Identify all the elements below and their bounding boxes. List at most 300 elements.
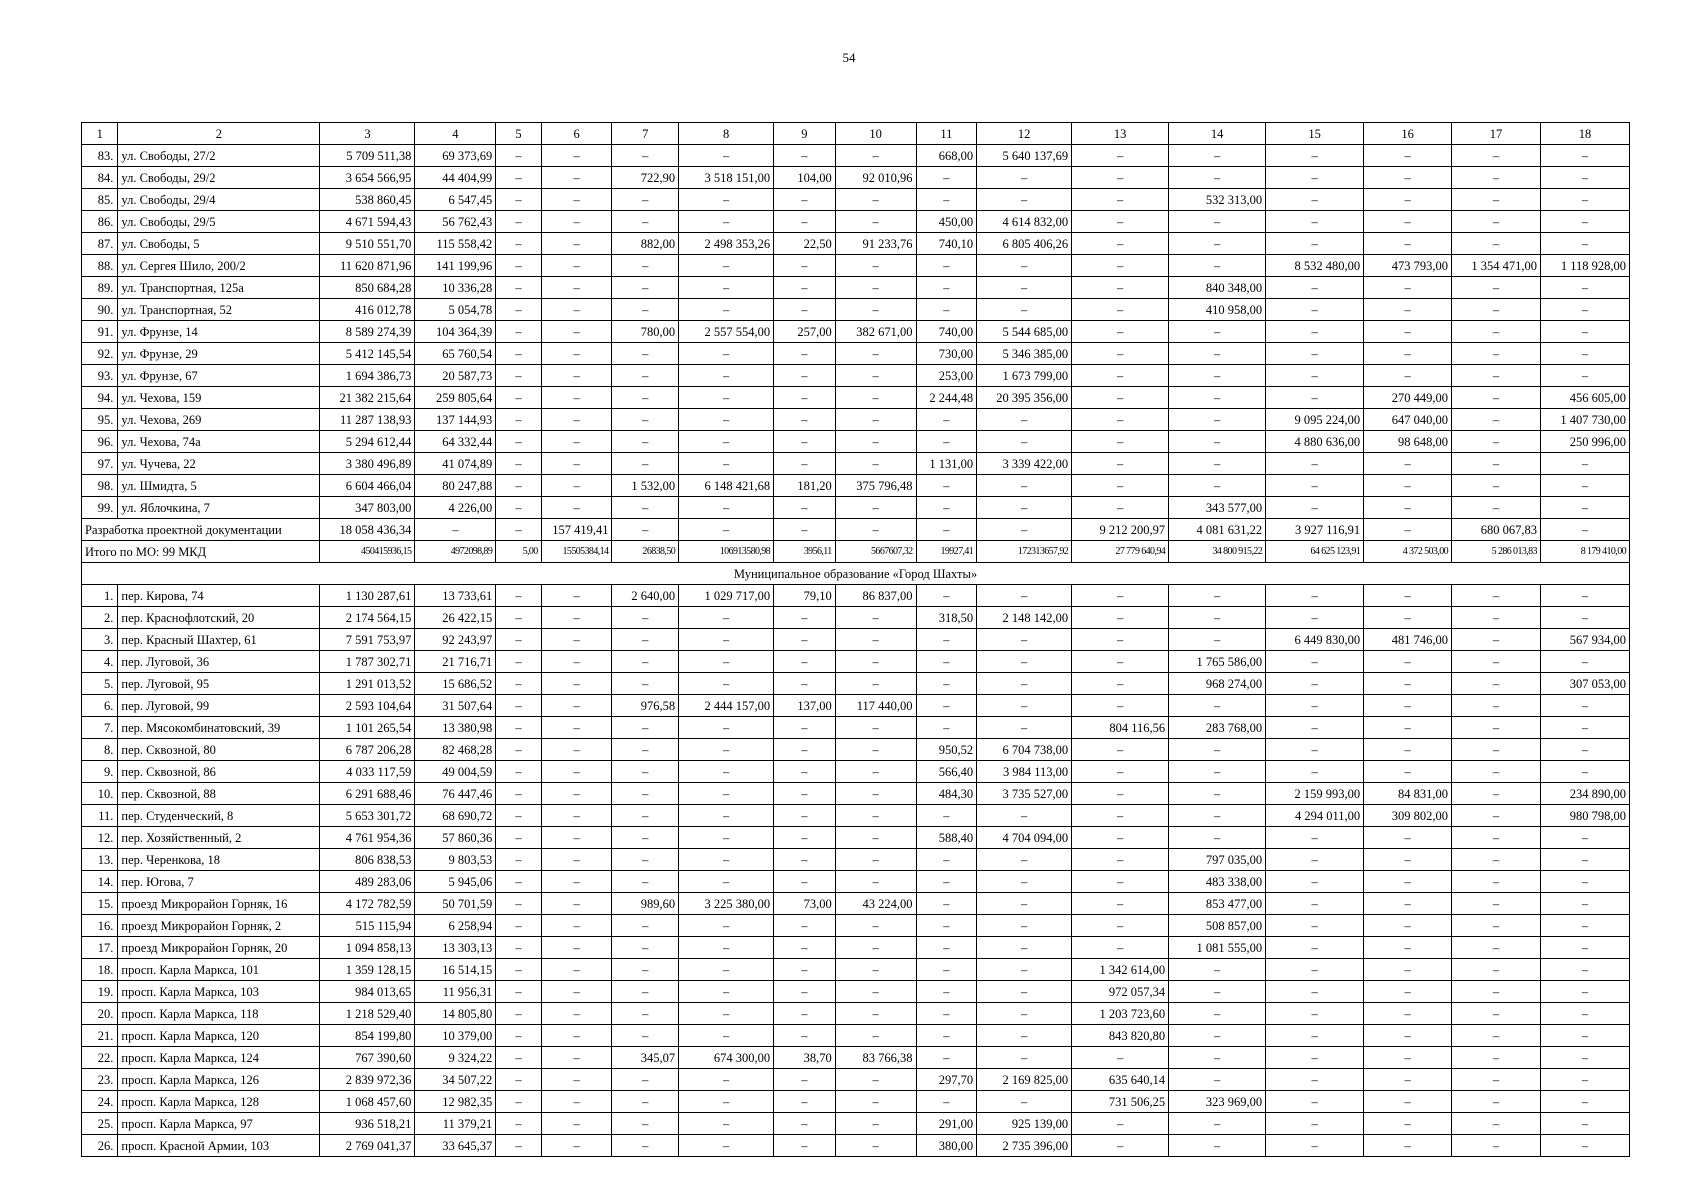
row-number: 5.: [82, 673, 118, 695]
table-row: [82, 321, 1630, 343]
table-cell: –: [679, 1025, 774, 1047]
table-cell: 3 339 422,00: [977, 453, 1072, 475]
column-header: 13: [1072, 123, 1169, 145]
table-cell: 104 364,39: [415, 321, 496, 343]
table-cell: 2 640,00: [612, 585, 679, 607]
table-cell: 380,00: [916, 1135, 977, 1157]
table-cell: –: [679, 453, 774, 475]
address-cell: пер. Югова, 7: [118, 871, 320, 893]
row-number: 83.: [82, 145, 118, 167]
table-row: [82, 783, 1630, 805]
table-cell: –: [835, 299, 916, 321]
table-cell: –: [774, 673, 836, 695]
table-cell: 722,90: [612, 167, 679, 189]
table-cell: –: [774, 409, 836, 431]
table-cell: –: [1452, 1113, 1541, 1135]
row-number: 10.: [82, 783, 118, 805]
table-cell: –: [541, 1069, 612, 1091]
table-cell: –: [1169, 1025, 1266, 1047]
table-cell: 49 004,59: [415, 761, 496, 783]
table-cell: –: [1364, 717, 1452, 739]
table-cell: –: [1266, 387, 1364, 409]
table-cell: –: [496, 915, 541, 937]
table-cell: –: [1169, 321, 1266, 343]
table-cell: 2 839 972,36: [320, 1069, 415, 1091]
table-cell: –: [1364, 167, 1452, 189]
table-cell: –: [977, 497, 1072, 519]
table-cell: –: [496, 475, 541, 497]
table-cell: 64 625 123,91: [1266, 541, 1364, 563]
table-cell: –: [541, 453, 612, 475]
table-cell: –: [916, 717, 977, 739]
table-cell: –: [1364, 761, 1452, 783]
column-header: 11: [916, 123, 977, 145]
table-cell: –: [1364, 1091, 1452, 1113]
table-cell: –: [835, 255, 916, 277]
table-cell: 21 382 215,64: [320, 387, 415, 409]
table-cell: –: [541, 981, 612, 1003]
table-cell: –: [774, 629, 836, 651]
row-number: 92.: [82, 343, 118, 365]
table-cell: 73,00: [774, 893, 836, 915]
address-cell: пер. Кирова, 74: [118, 585, 320, 607]
table-cell: –: [541, 1091, 612, 1113]
address-cell: пер. Сквозной, 80: [118, 739, 320, 761]
table-cell: –: [496, 189, 541, 211]
table-cell: –: [541, 145, 612, 167]
address-cell: просп. Карла Маркса, 103: [118, 981, 320, 1003]
table-cell: –: [1266, 233, 1364, 255]
data-table: [81, 122, 1630, 1157]
table-cell: –: [496, 1091, 541, 1113]
table-cell: 850 684,28: [320, 277, 415, 299]
address-cell: пер. Краснофлотский, 20: [118, 607, 320, 629]
address-cell: просп. Карла Маркса, 120: [118, 1025, 320, 1047]
table-cell: –: [1540, 651, 1629, 673]
table-cell: –: [1266, 937, 1364, 959]
table-cell: –: [1266, 827, 1364, 849]
table-cell: –: [496, 145, 541, 167]
table-cell: 10 379,00: [415, 1025, 496, 1047]
table-cell: 532 313,00: [1169, 189, 1266, 211]
table-cell: –: [977, 1003, 1072, 1025]
address-cell: проезд Микрорайон Горняк, 20: [118, 937, 320, 959]
table-cell: –: [1364, 1047, 1452, 1069]
table-cell: 567 934,00: [1540, 629, 1629, 651]
row-number: 16.: [82, 915, 118, 937]
table-cell: –: [977, 937, 1072, 959]
table-cell: –: [977, 629, 1072, 651]
column-header: 17: [1452, 123, 1541, 145]
table-cell: 13 380,98: [415, 717, 496, 739]
table-cell: –: [1266, 365, 1364, 387]
table-cell: –: [977, 893, 1072, 915]
table-cell: –: [774, 1135, 836, 1157]
table-cell: –: [679, 1069, 774, 1091]
table-cell: –: [496, 959, 541, 981]
table-cell: –: [1072, 233, 1169, 255]
table-cell: 283 768,00: [1169, 717, 1266, 739]
table-cell: –: [916, 475, 977, 497]
table-cell: 4 671 594,43: [320, 211, 415, 233]
row-number: 3.: [82, 629, 118, 651]
table-cell: –: [541, 277, 612, 299]
table-cell: –: [835, 277, 916, 299]
table-cell: –: [1364, 981, 1452, 1003]
table-cell: –: [1266, 739, 1364, 761]
table-cell: 680 067,83: [1452, 519, 1541, 541]
table-cell: –: [1266, 1113, 1364, 1135]
table-cell: –: [415, 519, 496, 541]
row-number: 85.: [82, 189, 118, 211]
table-cell: –: [1452, 453, 1541, 475]
table-cell: –: [541, 871, 612, 893]
page-number: 54: [842, 50, 856, 65]
table-cell: –: [612, 453, 679, 475]
table-cell: –: [496, 937, 541, 959]
table-cell: 50 701,59: [415, 893, 496, 915]
table-cell: 259 805,64: [415, 387, 496, 409]
table-cell: –: [835, 1025, 916, 1047]
table-cell: 1 203 723,60: [1072, 1003, 1169, 1025]
table-cell: –: [835, 981, 916, 1003]
table-cell: –: [1169, 959, 1266, 981]
address-cell: пер. Луговой, 99: [118, 695, 320, 717]
table-cell: –: [1266, 497, 1364, 519]
table-cell: –: [1072, 453, 1169, 475]
table-row: [82, 365, 1630, 387]
row-number: 18.: [82, 959, 118, 981]
table-cell: –: [1452, 409, 1541, 431]
table-cell: –: [1452, 717, 1541, 739]
table-cell: –: [1266, 915, 1364, 937]
table-cell: –: [612, 299, 679, 321]
table-cell: –: [774, 497, 836, 519]
row-number: 90.: [82, 299, 118, 321]
table-cell: –: [1364, 343, 1452, 365]
table-cell: –: [1072, 783, 1169, 805]
address-cell: ул. Свободы, 27/2: [118, 145, 320, 167]
table-cell: 840 348,00: [1169, 277, 1266, 299]
table-cell: –: [1266, 1003, 1364, 1025]
table-cell: 2 174 564,15: [320, 607, 415, 629]
address-cell: ул. Фрунзе, 14: [118, 321, 320, 343]
table-cell: 1 787 302,71: [320, 651, 415, 673]
table-row: [82, 1069, 1630, 1091]
table-cell: –: [835, 343, 916, 365]
table-cell: –: [1169, 783, 1266, 805]
row-number: 20.: [82, 1003, 118, 1025]
table-cell: 740,10: [916, 233, 977, 255]
table-cell: 38,70: [774, 1047, 836, 1069]
table-row: [82, 1025, 1630, 1047]
table-cell: –: [1540, 1069, 1629, 1091]
table-cell: –: [1364, 321, 1452, 343]
table-cell: –: [1364, 211, 1452, 233]
row-number: 91.: [82, 321, 118, 343]
table-cell: 5 294 612,44: [320, 431, 415, 453]
column-header: 12: [977, 123, 1072, 145]
table-cell: –: [1540, 915, 1629, 937]
column-header: 6: [541, 123, 612, 145]
table-cell: 450,00: [916, 211, 977, 233]
table-cell: –: [679, 651, 774, 673]
row-number: 95.: [82, 409, 118, 431]
table-row: [82, 717, 1630, 739]
table-cell: 5 346 385,00: [977, 343, 1072, 365]
table-cell: 12 982,35: [415, 1091, 496, 1113]
table-cell: –: [612, 871, 679, 893]
address-cell: ул. Чехова, 159: [118, 387, 320, 409]
table-cell: 5 945,06: [415, 871, 496, 893]
table-cell: –: [679, 937, 774, 959]
table-cell: 473 793,00: [1364, 255, 1452, 277]
table-cell: –: [496, 629, 541, 651]
table-cell: –: [1169, 1047, 1266, 1069]
table-cell: 56 762,43: [415, 211, 496, 233]
table-cell: –: [1072, 849, 1169, 871]
table-cell: –: [1072, 255, 1169, 277]
table-cell: 4 033 117,59: [320, 761, 415, 783]
table-cell: –: [1540, 827, 1629, 849]
table-row: [82, 1113, 1630, 1135]
address-cell: ул. Свободы, 29/4: [118, 189, 320, 211]
table-cell: –: [612, 915, 679, 937]
column-header: 9: [774, 123, 836, 145]
table-cell: –: [496, 739, 541, 761]
table-cell: –: [679, 431, 774, 453]
table-cell: –: [612, 849, 679, 871]
table-cell: –: [1266, 1047, 1364, 1069]
table-cell: –: [1266, 1135, 1364, 1157]
table-cell: –: [1540, 299, 1629, 321]
table-cell: –: [496, 299, 541, 321]
table-cell: –: [1169, 167, 1266, 189]
table-cell: –: [1072, 651, 1169, 673]
table-cell: –: [1266, 475, 1364, 497]
table-cell: 8 532 480,00: [1266, 255, 1364, 277]
table-cell: 2 769 041,37: [320, 1135, 415, 1157]
table-cell: 5 054,78: [415, 299, 496, 321]
row-number: 12.: [82, 827, 118, 849]
table-cell: 6 449 830,00: [1266, 629, 1364, 651]
table-cell: –: [496, 651, 541, 673]
table-cell: –: [612, 343, 679, 365]
table-cell: 13 303,13: [415, 937, 496, 959]
table-cell: –: [774, 189, 836, 211]
table-cell: –: [1364, 365, 1452, 387]
table-cell: –: [977, 475, 1072, 497]
table-cell: –: [1452, 1069, 1541, 1091]
table-cell: –: [1364, 1025, 1452, 1047]
row-number: 89.: [82, 277, 118, 299]
column-header: 2: [118, 123, 320, 145]
table-cell: 1 218 529,40: [320, 1003, 415, 1025]
table-cell: –: [1364, 189, 1452, 211]
table-cell: –: [1266, 959, 1364, 981]
table-cell: –: [1452, 585, 1541, 607]
table-cell: –: [977, 189, 1072, 211]
table-cell: –: [541, 827, 612, 849]
summary-label: Разработка проектной документации: [82, 519, 320, 541]
table-cell: –: [1540, 1135, 1629, 1157]
table-cell: 43 224,00: [835, 893, 916, 915]
table-cell: –: [977, 431, 1072, 453]
table-cell: –: [916, 805, 977, 827]
table-cell: –: [1452, 607, 1541, 629]
table-cell: –: [1266, 1069, 1364, 1091]
table-cell: –: [679, 761, 774, 783]
table-cell: –: [541, 343, 612, 365]
table-cell: 79,10: [774, 585, 836, 607]
table-cell: –: [679, 717, 774, 739]
table-cell: 489 283,06: [320, 871, 415, 893]
table-cell: 3 380 496,89: [320, 453, 415, 475]
table-cell: –: [835, 497, 916, 519]
table-cell: –: [916, 1047, 977, 1069]
table-cell: –: [496, 607, 541, 629]
table-cell: –: [1072, 739, 1169, 761]
table-cell: –: [977, 1047, 1072, 1069]
table-cell: 925 139,00: [977, 1113, 1072, 1135]
row-number: 11.: [82, 805, 118, 827]
table-row: [82, 497, 1630, 519]
table-cell: 3 927 116,91: [1266, 519, 1364, 541]
address-cell: просп. Карла Маркса, 97: [118, 1113, 320, 1135]
table-cell: –: [1072, 629, 1169, 651]
table-cell: –: [1072, 1135, 1169, 1157]
table-cell: –: [1364, 739, 1452, 761]
table-cell: –: [774, 255, 836, 277]
table-cell: –: [774, 761, 836, 783]
table-cell: –: [679, 299, 774, 321]
table-cell: –: [679, 409, 774, 431]
address-cell: пер. Студенческий, 8: [118, 805, 320, 827]
table-cell: 345,07: [612, 1047, 679, 1069]
table-cell: 137 144,93: [415, 409, 496, 431]
table-cell: –: [835, 387, 916, 409]
address-cell: пер. Сквозной, 88: [118, 783, 320, 805]
table-cell: –: [1266, 453, 1364, 475]
table-cell: –: [541, 321, 612, 343]
table-cell: –: [1169, 739, 1266, 761]
table-cell: 20 587,73: [415, 365, 496, 387]
table-row: [82, 673, 1630, 695]
table-cell: –: [612, 1113, 679, 1135]
table-cell: –: [496, 849, 541, 871]
table-cell: –: [1452, 871, 1541, 893]
table-cell: –: [835, 1069, 916, 1091]
table-cell: 318,50: [916, 607, 977, 629]
table-cell: –: [1540, 189, 1629, 211]
table-cell: –: [1169, 145, 1266, 167]
table-cell: –: [496, 167, 541, 189]
table-cell: –: [1452, 783, 1541, 805]
table-cell: 5 653 301,72: [320, 805, 415, 827]
table-cell: –: [1452, 233, 1541, 255]
table-cell: –: [612, 1025, 679, 1047]
table-cell: –: [679, 607, 774, 629]
table-row: [82, 189, 1630, 211]
column-header: 10: [835, 123, 916, 145]
table-cell: –: [835, 1113, 916, 1135]
table-cell: –: [1169, 233, 1266, 255]
row-number: 15.: [82, 893, 118, 915]
table-cell: –: [1452, 981, 1541, 1003]
table-cell: –: [977, 717, 1072, 739]
table-cell: –: [1072, 607, 1169, 629]
table-row: [82, 1091, 1630, 1113]
table-cell: –: [1169, 255, 1266, 277]
table-cell: –: [612, 981, 679, 1003]
table-cell: –: [496, 321, 541, 343]
table-cell: –: [977, 673, 1072, 695]
table-cell: 13 733,61: [415, 585, 496, 607]
table-row: [82, 695, 1630, 717]
table-cell: –: [916, 629, 977, 651]
table-cell: –: [774, 1025, 836, 1047]
table-cell: –: [1540, 871, 1629, 893]
table-cell: –: [496, 585, 541, 607]
row-number: 98.: [82, 475, 118, 497]
table-cell: –: [612, 409, 679, 431]
table-cell: –: [496, 409, 541, 431]
table-cell: 588,40: [916, 827, 977, 849]
table-row: [82, 981, 1630, 1003]
table-cell: 2 593 104,64: [320, 695, 415, 717]
table-cell: 854 199,80: [320, 1025, 415, 1047]
table-cell: –: [496, 783, 541, 805]
table-cell: 6 258,94: [415, 915, 496, 937]
table-cell: –: [1072, 761, 1169, 783]
table-cell: 4972098,89: [415, 541, 496, 563]
table-cell: –: [1540, 365, 1629, 387]
table-cell: –: [541, 211, 612, 233]
table-cell: 5,00: [496, 541, 541, 563]
row-number: 19.: [82, 981, 118, 1003]
table-cell: –: [1452, 937, 1541, 959]
table-cell: –: [1072, 805, 1169, 827]
table-row: [82, 805, 1630, 827]
table-cell: –: [612, 387, 679, 409]
table-cell: –: [916, 893, 977, 915]
row-number: 13.: [82, 849, 118, 871]
table-cell: –: [1169, 387, 1266, 409]
table-cell: 989,60: [612, 893, 679, 915]
table-cell: 483 338,00: [1169, 871, 1266, 893]
table-cell: –: [835, 1091, 916, 1113]
table-cell: –: [835, 673, 916, 695]
table-cell: –: [1540, 607, 1629, 629]
table-cell: –: [977, 871, 1072, 893]
address-cell: ул. Фрунзе, 29: [118, 343, 320, 365]
table-cell: –: [496, 1003, 541, 1025]
table-cell: 1 354 471,00: [1452, 255, 1541, 277]
table-cell: –: [1169, 761, 1266, 783]
table-cell: –: [612, 365, 679, 387]
table-cell: –: [835, 915, 916, 937]
table-cell: –: [1364, 299, 1452, 321]
table-cell: –: [541, 695, 612, 717]
table-row: [82, 277, 1630, 299]
table-cell: –: [496, 805, 541, 827]
table-cell: –: [496, 717, 541, 739]
table-cell: 11 956,31: [415, 981, 496, 1003]
table-cell: –: [835, 189, 916, 211]
table-cell: –: [774, 739, 836, 761]
row-number: 8.: [82, 739, 118, 761]
table-cell: –: [1169, 585, 1266, 607]
